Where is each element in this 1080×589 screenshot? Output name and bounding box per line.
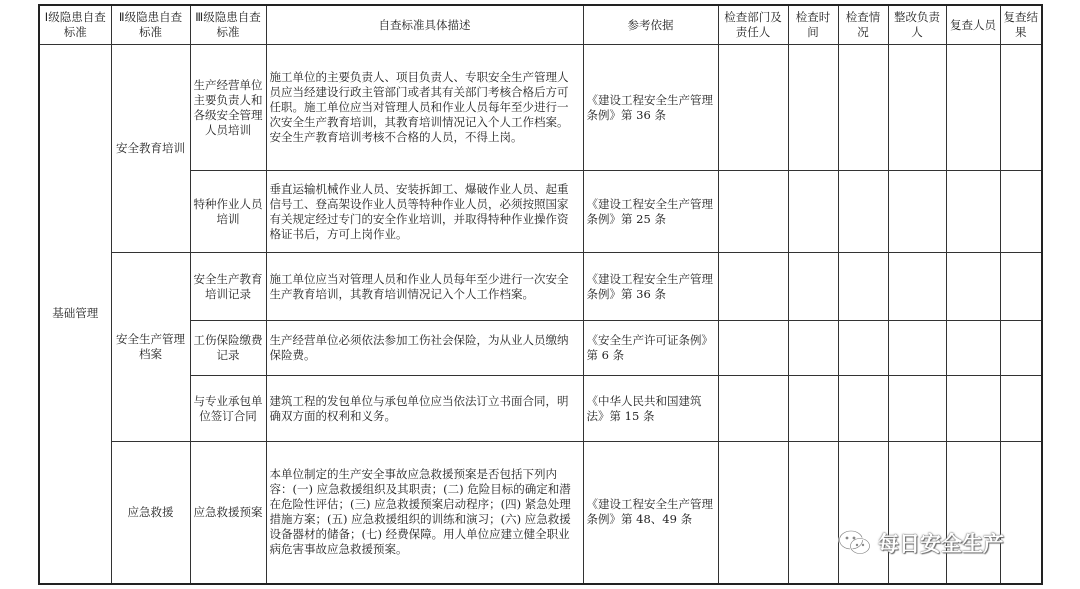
header-dept: 检查部门及责任人 (718, 5, 788, 45)
reviewer-cell[interactable] (946, 376, 1000, 442)
result-cell[interactable] (1000, 171, 1042, 253)
reviewer-cell[interactable] (946, 45, 1000, 171)
reviewer-cell[interactable] (946, 321, 1000, 376)
rectify-cell[interactable] (888, 376, 946, 442)
table-row (39, 442, 1042, 584)
time-cell[interactable] (788, 442, 838, 584)
level3-cell: 安全生产教育培训记录 (190, 253, 266, 321)
description-cell: 施工单位应当对管理人员和作业人员每年至少进行一次安全生产教育培训，其教育培训情况记入个人工作档案。 (266, 253, 583, 321)
time-cell[interactable] (788, 171, 838, 253)
header-level3: Ⅲ级隐患自查标准 (190, 5, 266, 45)
result-cell[interactable] (1000, 376, 1042, 442)
header-row (39, 5, 1042, 45)
header-status: 检查情况 (838, 5, 888, 45)
time-cell[interactable] (788, 45, 838, 171)
rectify-cell[interactable] (888, 442, 946, 584)
table-row (39, 376, 1042, 442)
dept-cell[interactable] (718, 376, 788, 442)
reviewer-cell[interactable] (946, 442, 1000, 584)
checklist-container (38, 4, 1043, 585)
result-cell[interactable] (1000, 321, 1042, 376)
level3-cell: 应急救援预案 (190, 442, 266, 584)
status-cell[interactable] (838, 45, 888, 171)
table-row (39, 253, 1042, 321)
dept-cell[interactable] (718, 442, 788, 584)
level2-cell: 安全生产管理档案 (111, 253, 190, 442)
level3-cell: 生产经营单位主要负责人和各级安全管理人员培训 (190, 45, 266, 171)
time-cell[interactable] (788, 376, 838, 442)
reference-cell: 《建设工程安全生产管理条例》第 36 条 (583, 253, 718, 321)
dept-cell[interactable] (718, 321, 788, 376)
description-cell: 垂直运输机械作业人员、安装拆卸工、爆破作业人员、起重信号工、登高架设作业人员等特种作业人员，必须按照国家有关规定经过专门的安全作业培训，并取得特种作业操作资格证书后，方可上岗作业。 (266, 171, 583, 253)
header-result: 复查结果 (1000, 5, 1042, 45)
level2-cell: 应急救援 (111, 442, 190, 584)
header-reference: 参考依据 (583, 5, 718, 45)
description-cell: 施工单位的主要负责人、项目负责人、专职安全生产管理人员应当经建设行政主管部门或者其有关部门考核合格后方可任职。施工单位应当对管理人员和作业人员每年至少进行一次安全生产教育培训，其教育培训情况记入个人工作档案。安全生产教育培训考核不合格的人员，不得上岗。 (266, 45, 583, 171)
description-cell: 生产经营单位必须依法参加工伤社会保险，为从业人员缴纳保险费。 (266, 321, 583, 376)
status-cell[interactable] (838, 321, 888, 376)
reference-cell: 《中华人民共和国建筑法》第 15 条 (583, 376, 718, 442)
table-row (39, 45, 1042, 171)
dept-cell[interactable] (718, 171, 788, 253)
result-cell[interactable] (1000, 45, 1042, 171)
level3-cell: 特种作业人员培训 (190, 171, 266, 253)
table-row (39, 321, 1042, 376)
description-cell: 建筑工程的发包单位与承包单位应当依法订立书面合同，明确双方面的权利和义务。 (266, 376, 583, 442)
reviewer-cell[interactable] (946, 171, 1000, 253)
level1-cell: 基础管理 (39, 45, 111, 584)
reviewer-cell[interactable] (946, 253, 1000, 321)
rectify-cell[interactable] (888, 45, 946, 171)
header-level2: Ⅱ级隐患自查标准 (111, 5, 190, 45)
wechat-icon (838, 529, 872, 557)
reference-cell: 《建设工程安全生产管理条例》第 25 条 (583, 171, 718, 253)
level3-cell: 工伤保险缴费记录 (190, 321, 266, 376)
status-cell[interactable] (838, 253, 888, 321)
reference-cell: 《安全生产许可证条例》第 6 条 (583, 321, 718, 376)
watermark (838, 528, 1004, 558)
header-time: 检查时间 (788, 5, 838, 45)
header-reviewer: 复查人员 (946, 5, 1000, 45)
rectify-cell[interactable] (888, 171, 946, 253)
result-cell[interactable] (1000, 253, 1042, 321)
status-cell[interactable] (838, 171, 888, 253)
description-cell: 本单位制定的生产安全事故应急救援预案是否包括下列内容：(一) 应急救援组织及其职责；(二) 危险目标的确定和潜在危险性评估；(三) 应急救援预案启动程序；(四) 紧急处理措施方案；(五) 应急救援组织的训练和演习；(六) 应急救援设备器材的储备；(七) 经费保障。用人单位应建立健全职业病危害事故应急救援预案。 (266, 442, 583, 584)
time-cell[interactable] (788, 253, 838, 321)
table-row (39, 171, 1042, 253)
dept-cell[interactable] (718, 45, 788, 171)
result-cell[interactable] (1000, 442, 1042, 584)
level3-cell: 与专业承包单位签订合同 (190, 376, 266, 442)
reference-cell: 《建设工程安全生产管理条例》第 48、49 条 (583, 442, 718, 584)
status-cell[interactable] (838, 442, 888, 584)
status-cell[interactable] (838, 376, 888, 442)
watermark-text: 每日安全生产 (878, 532, 1004, 556)
time-cell[interactable] (788, 321, 838, 376)
reference-cell: 《建设工程安全生产管理条例》第 36 条 (583, 45, 718, 171)
header-rectify: 整改负责人 (888, 5, 946, 45)
rectify-cell[interactable] (888, 321, 946, 376)
level2-cell: 安全教育培训 (111, 45, 190, 253)
hazard-checklist-table (38, 4, 1043, 585)
rectify-cell[interactable] (888, 253, 946, 321)
header-level1: Ⅰ级隐患自查标准 (39, 5, 111, 45)
dept-cell[interactable] (718, 253, 788, 321)
header-description: 自查标准具体描述 (266, 5, 583, 45)
